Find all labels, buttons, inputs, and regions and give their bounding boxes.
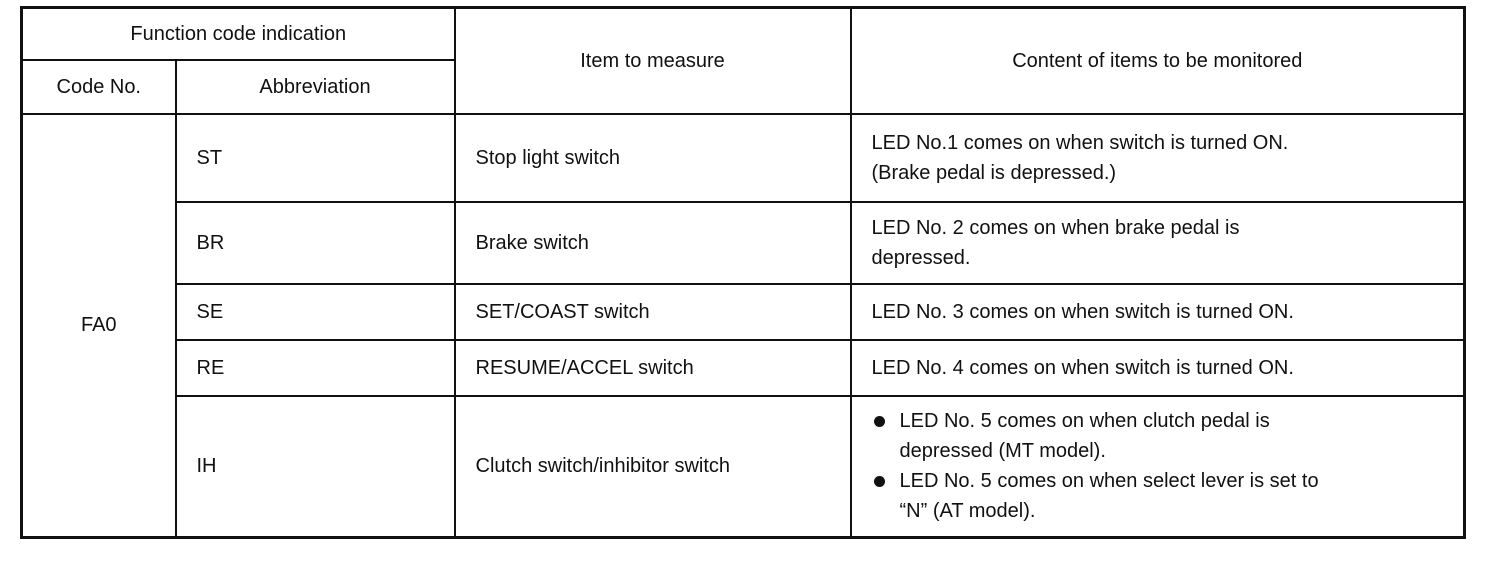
content-cell — [851, 202, 1465, 284]
bullet-dot-icon — [874, 416, 885, 427]
item-cell: Clutch switch/inhibitor switch — [455, 396, 851, 538]
header-function-code-indication: Function code indication — [22, 8, 455, 60]
table-row — [22, 284, 1465, 340]
content-line: (Brake pedal is depressed.) — [871, 161, 1117, 184]
content-line: LED No.1 comes on when switch is turned ON. — [871, 131, 1289, 154]
content-line: “N” (AT model). — [899, 500, 1036, 523]
item-cell: SET/COAST switch — [455, 284, 851, 340]
bullet-item — [872, 406, 1454, 466]
content-cell — [851, 340, 1465, 396]
content-line: LED No. 2 comes on when brake pedal is — [871, 216, 1240, 239]
item-cell: Brake switch — [455, 202, 851, 284]
abbreviation-cell: RE — [176, 340, 455, 396]
table-row — [22, 114, 1465, 202]
content-cell — [851, 396, 1465, 538]
item-cell: Stop light switch — [455, 114, 851, 202]
abbreviation-cell: BR — [176, 202, 455, 284]
content-line: LED No. 3 comes on when switch is turned ON. — [871, 300, 1294, 323]
bullet-item — [872, 466, 1454, 526]
table-row — [22, 396, 1465, 538]
bullet-dot-icon — [874, 476, 885, 487]
table-row — [22, 340, 1465, 396]
content-line: depressed (MT model). — [899, 440, 1106, 463]
abbreviation-cell: ST — [176, 114, 455, 202]
header-code-no: Code No. — [22, 60, 176, 114]
content-cell — [851, 114, 1465, 202]
table-row — [22, 202, 1465, 284]
abbreviation-cell: SE — [176, 284, 455, 340]
monitor-items-table — [20, 6, 1466, 539]
header-item-to-measure: Item to measure — [455, 8, 851, 114]
item-cell: RESUME/ACCEL switch — [455, 340, 851, 396]
bullet-list — [872, 406, 1454, 526]
abbreviation-cell: IH — [176, 396, 455, 538]
content-cell — [851, 284, 1465, 340]
content-line: depressed. — [871, 246, 971, 269]
content-line: LED No. 5 comes on when clutch pedal is — [899, 410, 1270, 433]
header-content: Content of items to be monitored — [851, 8, 1465, 114]
code-cell: FA0 — [22, 114, 176, 538]
content-line: LED No. 4 comes on when switch is turned ON. — [871, 356, 1294, 379]
content-line: LED No. 5 comes on when select lever is set to — [899, 470, 1319, 493]
header-abbreviation: Abbreviation — [176, 60, 455, 114]
